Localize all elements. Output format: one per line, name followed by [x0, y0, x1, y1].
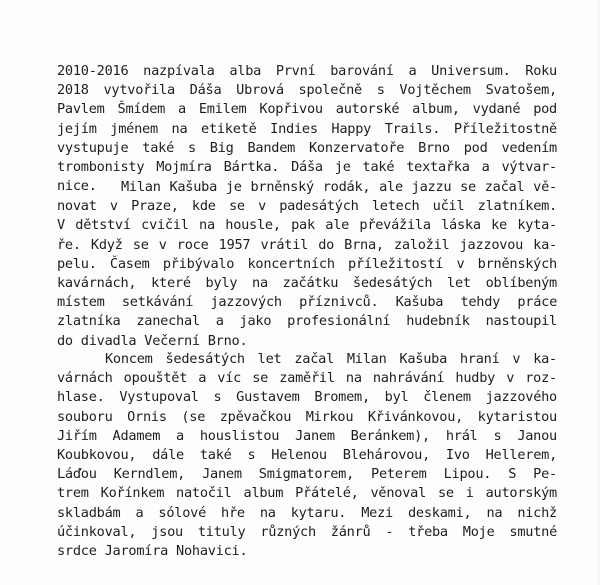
- scan-edge: [596, 0, 600, 585]
- text-line: Pavlem Šmídem a Emilem Kopřivou autorské album, vydané pod: [57, 101, 557, 118]
- text-line: Koncem šedesátých let začal Milan Kašuba hraní v ka-: [105, 351, 557, 367]
- paragraph-1: [57, 62, 557, 196]
- text-line: účinkoval, jsou tituly různých žánrů - třeba Moje smutné: [57, 523, 557, 540]
- text-line: ře. Když se v roce 1957 vrátil do Brna, založil jazzovou ka-: [57, 236, 557, 253]
- text-line: Láďou Kerndlem, Janem Smigmatorem, Peterem Lipou. S Pe-: [57, 466, 557, 483]
- paragraph-2: [57, 178, 557, 351]
- text-line: souboru Ornis (se zpěvačkou Mirkou Křivánkovou, kytaristou: [57, 408, 557, 425]
- text-line: novat v Praze, kde se v padesátých letech učil zlatníkem.: [57, 198, 557, 215]
- text-line: 2018 vytvořila Dáša Ubrová společně s Vojtěchem Svatošem,: [57, 82, 557, 99]
- text-line: Milan Kašuba je brněnský rodák, ale jazzu se začal vě-: [121, 179, 557, 195]
- paragraph-3: [57, 350, 557, 561]
- text-line: do divadla Večerní Brno.: [57, 332, 248, 349]
- text-line: pelu. Časem přibývalo koncertních příležitostí v brněnských: [57, 255, 557, 272]
- text-line: jejím jménem na etiketě Indies Happy Trails. Příležitostně: [57, 120, 557, 137]
- text-line: trombonisty Mojmíra Bártka. Dáša je také textařka a výtvar-: [57, 159, 557, 176]
- text-line: 2010-2016 nazpívala alba První barování a Universum. Roku: [57, 63, 557, 79]
- text-line: V dětství cvičil na housle, pak ale převážila láska ke kyta-: [57, 217, 557, 234]
- text-line: Koubkovou, dále také s Helenou Blehárovou, Ivo Hellerem,: [57, 447, 557, 464]
- text-line: hlase. Vystupoval s Gustavem Bromem, byl členem jazzového: [57, 389, 557, 406]
- text-line: místem setkávání jazzových příznivců. Kašuba tehdy práce: [57, 294, 557, 311]
- text-line: srdce Jaromíra Nohavici.: [57, 543, 248, 560]
- text-line: Jiřím Adamem a houslistou Janem Beránkem), hrál s Janou: [57, 427, 557, 444]
- text-line: várnách opouštět a víc se zaměřil na nahrávání hudby v roz-: [57, 370, 557, 387]
- text-line: vystupuje také s Big Bandem Konzervatoře Brno pod vedením: [57, 139, 557, 156]
- text-line: zlatníka zanechal a jako profesionální hudebník nastoupil: [57, 313, 557, 330]
- text-line: nice.: [57, 178, 97, 195]
- text-line: kavárnách, které byly na začátku šedesátých let oblíbeným: [57, 275, 557, 292]
- text-line: skladbám a sólové hře na kytaru. Mezi deskami, na nichž: [57, 504, 557, 521]
- text-line: trem Kořínkem natočil album Přátelé, věnoval se i autorským: [57, 485, 557, 502]
